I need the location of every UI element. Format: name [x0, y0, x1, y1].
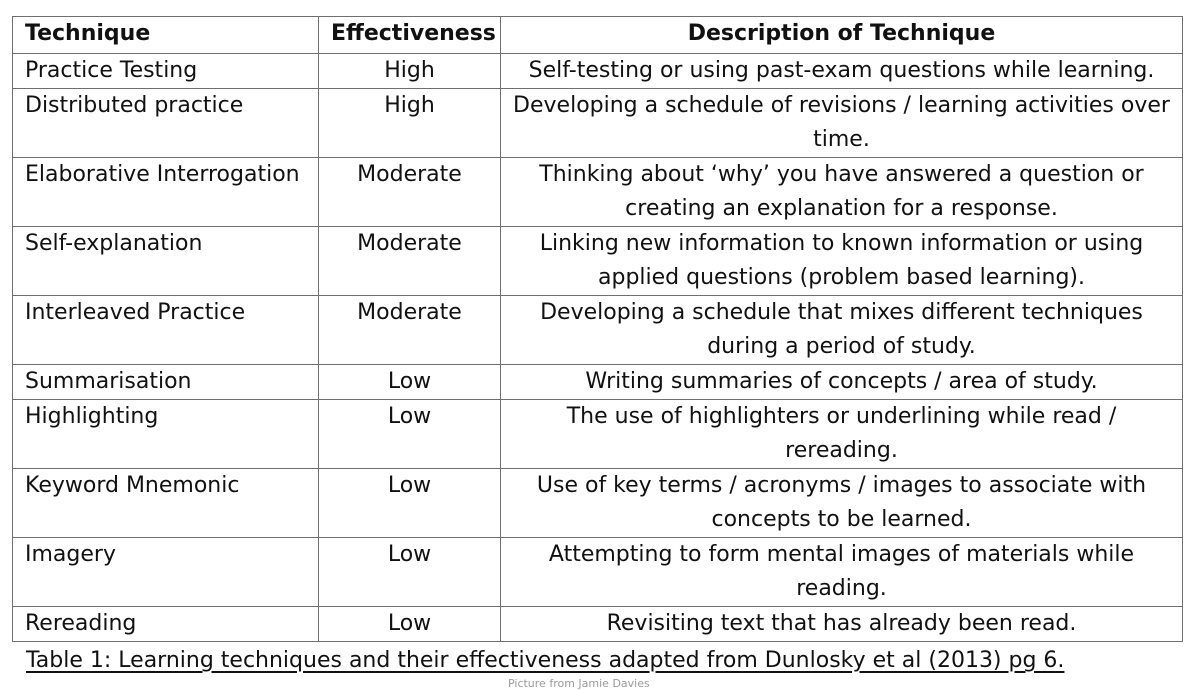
- header-effectiveness: Effectiveness: [319, 17, 501, 54]
- cell-technique: Summarisation: [13, 365, 319, 400]
- table-row: [13, 365, 1183, 400]
- cell-effectiveness: Moderate: [319, 296, 501, 365]
- cell-technique: Rereading: [13, 607, 319, 642]
- cell-technique: Interleaved Practice: [13, 296, 319, 365]
- cell-effectiveness: Low: [319, 607, 501, 642]
- cell-description: Attempting to form mental images of materials while reading.: [501, 538, 1183, 607]
- document: [12, 16, 1182, 676]
- table-row: [13, 607, 1183, 642]
- cell-description: Linking new information to known information or using applied questions (problem based learning).: [501, 227, 1183, 296]
- cell-description: Self-testing or using past-exam questions while learning.: [501, 54, 1183, 89]
- cell-effectiveness: Moderate: [319, 227, 501, 296]
- cell-effectiveness: Moderate: [319, 158, 501, 227]
- cell-effectiveness: Low: [319, 400, 501, 469]
- table-caption: Table 1: Learning techniques and their effectiveness adapted from Dunlosky et al (2013) pg 6.: [26, 648, 1065, 673]
- cell-technique: Distributed practice: [13, 89, 319, 158]
- techniques-table: [12, 16, 1183, 642]
- cell-description: Developing a schedule of revisions / learning activities over time.: [501, 89, 1183, 158]
- header-description: Description of Technique: [501, 17, 1183, 54]
- cell-technique: Elaborative Interrogation: [13, 158, 319, 227]
- picture-credit: Picture from Jamie Davies: [508, 677, 650, 690]
- cell-technique: Highlighting: [13, 400, 319, 469]
- cell-effectiveness: High: [319, 89, 501, 158]
- table-row: [13, 158, 1183, 227]
- cell-effectiveness: High: [319, 54, 501, 89]
- cell-description: Thinking about ‘why’ you have answered a question or creating an explanation for a response.: [501, 158, 1183, 227]
- cell-description: Developing a schedule that mixes different techniques during a period of study.: [501, 296, 1183, 365]
- table-row: [13, 89, 1183, 158]
- table-row: [13, 54, 1183, 89]
- cell-effectiveness: Low: [319, 538, 501, 607]
- table-header: [13, 17, 1183, 54]
- table-body: [13, 54, 1183, 642]
- table-row: [13, 538, 1183, 607]
- cell-effectiveness: Low: [319, 365, 501, 400]
- cell-technique: Self-explanation: [13, 227, 319, 296]
- cell-description: Use of key terms / acronyms / images to associate with concepts to be learned.: [501, 469, 1183, 538]
- cell-technique: Imagery: [13, 538, 319, 607]
- cell-technique: Keyword Mnemonic: [13, 469, 319, 538]
- cell-technique: Practice Testing: [13, 54, 319, 89]
- header-technique: Technique: [13, 17, 319, 54]
- table-row: [13, 227, 1183, 296]
- cell-description: Revisiting text that has already been read.: [501, 607, 1183, 642]
- cell-description: Writing summaries of concepts / area of study.: [501, 365, 1183, 400]
- header-row: [13, 17, 1183, 54]
- cell-effectiveness: Low: [319, 469, 501, 538]
- table-row: [13, 296, 1183, 365]
- table-row: [13, 469, 1183, 538]
- table-row: [13, 400, 1183, 469]
- cell-description: The use of highlighters or underlining while read / rereading.: [501, 400, 1183, 469]
